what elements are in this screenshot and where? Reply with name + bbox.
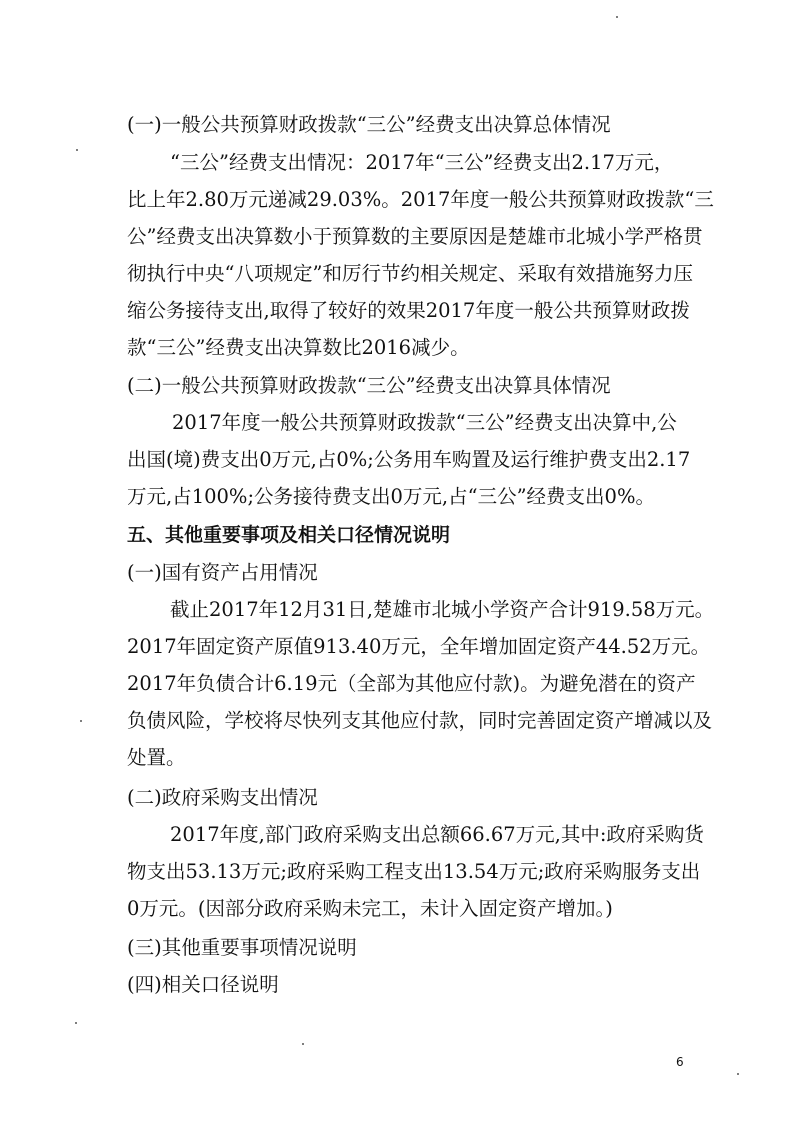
paragraph-line: 负债风险，学校将尽快列支其他应付款，同时完善固定资产增减以及 xyxy=(127,709,713,732)
paragraph-line: 2017年固定资产原值913.40万元，全年增加固定资产44.52万元。 xyxy=(127,635,711,658)
paragraph-line: 2017年负债合计6.19元（全部为其他应付款)。为避免潜在的资产 xyxy=(127,672,696,695)
paragraph-line: 出国(境)费支出0万元,占0%;公务用车购置及运行维护费支出2.17 xyxy=(127,448,691,471)
page-number: 6 xyxy=(676,1055,684,1069)
scan-speck xyxy=(80,720,82,722)
section-heading-4: (二)政府采购支出情况 xyxy=(127,786,318,809)
paragraph-line: 0万元。(因部分政府采购未完工，未计入固定资产增加。) xyxy=(127,897,613,920)
scan-speck xyxy=(76,149,78,151)
paragraph-line: 截止2017年12月31日,楚雄市北城小学资产合计919.58万元。 xyxy=(170,598,715,621)
paragraph-line: 2017年度,部门政府采购支出总额66.67万元,其中:政府采购货 xyxy=(170,823,704,846)
paragraph-line: 处置。 xyxy=(127,746,186,769)
section-heading-5: (三)其他重要事项情况说明 xyxy=(127,936,357,959)
paragraph-line: 万元,占100%;公务接待费支出0万元,占“三公”经费支出0%。 xyxy=(127,485,655,508)
scan-speck xyxy=(737,1073,739,1075)
paragraph-line: 款“三公”经费支出决算数比2016减少。 xyxy=(127,336,470,359)
paragraph-line: 比上年2.80万元递减29.03%。2017年度一般公共预算财政拨款“三 xyxy=(127,188,714,211)
scan-speck xyxy=(616,16,618,18)
scan-speck xyxy=(302,1043,304,1045)
chapter-heading: 五、其他重要事项及相关口径情况说明 xyxy=(127,524,451,546)
section-heading-2: (二)一般公共预算财政拨款“三公”经费支出决算具体情况 xyxy=(127,374,611,397)
section-heading-1: (一)一般公共预算财政拨款“三公”经费支出决算总体情况 xyxy=(127,113,611,136)
section-heading-6: (四)相关口径说明 xyxy=(127,973,279,996)
scan-speck xyxy=(75,1022,77,1024)
section-heading-3: (一)国有资产占用情况 xyxy=(127,561,318,584)
paragraph-line: 2017年度一般公共预算财政拨款“三公”经费支出决算中,公 xyxy=(172,411,677,434)
paragraph-line: 缩公务接待支出,取得了较好的效果2017年度一般公共预算财政拨 xyxy=(127,299,690,322)
paragraph-line: “三公”经费支出情况：2017年“三公”经费支出2.17万元， xyxy=(170,151,674,174)
paragraph-line: 物支出53.13万元;政府采购工程支出13.54万元;政府采购服务支出 xyxy=(127,860,701,883)
paragraph-line: 彻执行中央“八项规定”和厉行节约相关规定、采取有效措施努力压 xyxy=(127,262,693,285)
paragraph-line: 公”经费支出决算数小于预算数的主要原因是楚雄市北城小学严格贯 xyxy=(127,225,703,248)
